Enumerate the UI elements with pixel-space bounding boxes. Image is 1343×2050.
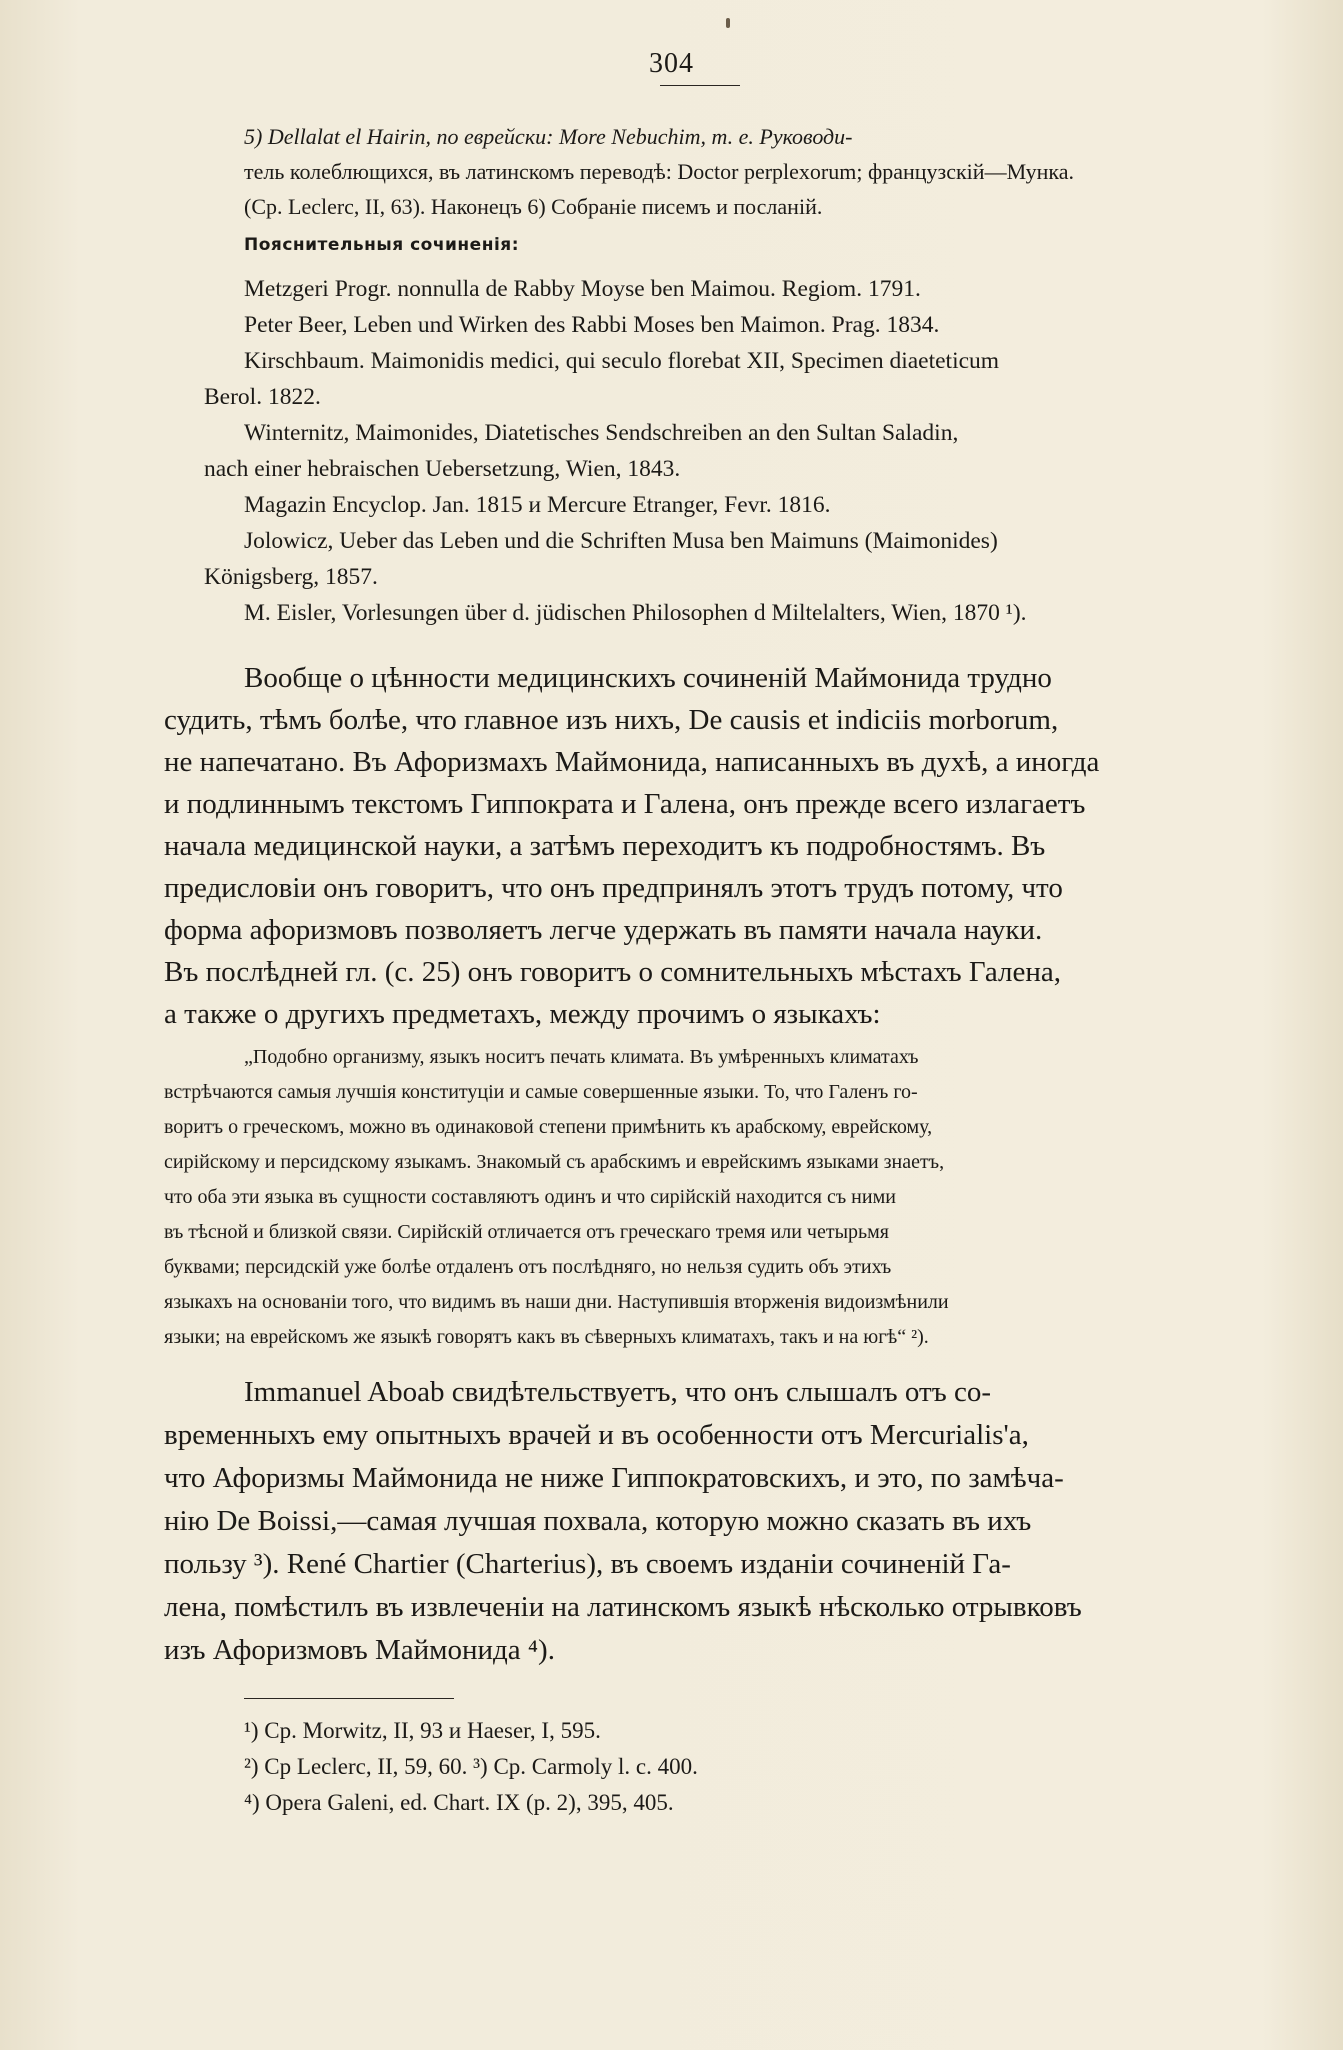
bibliography-entry: M. Eisler, Vorlesungen über d. jüdischen Philosophen d Miltelalters, Wien, 1870 ¹). xyxy=(244,600,1027,626)
quote-line: встрѣчаются самыя лучшія конституціи и самые совершенные языки. То, что Галенъ го- xyxy=(164,1081,918,1103)
quote-line: сирійскому и персидскому языкамъ. Знакомый съ арабскимъ и еврейскимъ языками знаетъ, xyxy=(164,1151,945,1173)
bibliography-entry: Kirschbaum. Maimonidis medici, qui seculo florebat XII, Specimen diaeteticum xyxy=(244,348,1000,374)
paragraph-line: лена, помѣстилъ въ извлеченіи на латинскомъ языкѣ нѣсколько отрывковъ xyxy=(164,1591,1082,1623)
footnote: ²) Ср Leclerc, II, 59, 60. ³) Ср. Carmoly l. c. 400. xyxy=(244,1754,698,1779)
quote-line: что оба эти языка въ сущности составляютъ одинъ и что сирійскій находится съ ними xyxy=(164,1186,896,1208)
quote-line: буквами; персидскій уже болѣе отдаленъ отъ послѣдняго, но нельзя судить объ этихъ xyxy=(164,1256,892,1278)
paragraph-line: начала медицинской науки, а затѣмъ переходитъ къ подробностямъ. Въ xyxy=(164,830,1046,862)
quote-line: языки; на еврейскомъ же языкѣ говорятъ какъ въ сѣверныхъ климатахъ, такъ и на югѣ“ ²). xyxy=(164,1326,929,1348)
item5-line: (Ср. Leclerc, II, 63). Наконецъ 6) Собраніе писемъ и посланій. xyxy=(244,194,823,219)
quote-line: „Подобно организму, языкъ носитъ печать климата. Въ умѣренныхъ климатахъ xyxy=(244,1046,919,1068)
footnote-separator xyxy=(244,1698,454,1699)
bibliography-entry-cont: nach einer hebraischen Uebersetzung, Wien, 1843. xyxy=(204,456,681,482)
paragraph-line: нію De Boissi,—самая лучшая похвала, которую можно сказать въ ихъ xyxy=(164,1505,1032,1537)
quote-line: языкахъ на основаніи того, что видимъ въ наши дни. Наступившія вторженія видоизмѣнили xyxy=(164,1291,949,1313)
paragraph-line: изъ Афоризмовъ Маймонида ⁴). xyxy=(164,1634,555,1666)
section-heading: Пояснительныя сочиненія: xyxy=(244,235,519,255)
bibliography-entry-cont: Königsberg, 1857. xyxy=(204,564,378,590)
footnote: ¹) Ср. Morwitz, II, 93 и Haeser, I, 595. xyxy=(244,1718,601,1743)
paragraph-line: что Афоризмы Маймонида не ниже Гиппократовскихъ, и это, по замѣча- xyxy=(164,1462,1064,1494)
paragraph-line: не напечатано. Въ Афоризмахъ Маймонида, написанныхъ въ духѣ, а иногда xyxy=(164,746,1100,778)
paragraph-line: предисловіи онъ говоритъ, что онъ предпринялъ этотъ трудъ потому, что xyxy=(164,872,1063,904)
quote-line: въ тѣсной и близкой связи. Сирійскій отличается отъ греческаго тремя или четырьмя xyxy=(164,1221,889,1243)
page-number: 304 xyxy=(649,48,694,79)
footnote: ⁴) Opera Galeni, ed. Chart. IX (p. 2), 395, 405. xyxy=(244,1790,674,1815)
bibliography-entry: Magazin Encyclop. Jan. 1815 и Mercure Etranger, Fevr. 1816. xyxy=(244,492,831,518)
paragraph-line: Вообще о цѣнности медицинскихъ сочиненій Маймонида трудно xyxy=(244,662,1052,694)
bibliography-entry: Winternitz, Maimonides, Diatetisches Sendschreiben an den Sultan Saladin, xyxy=(244,420,959,446)
page-number-rule xyxy=(660,85,740,86)
ink-mark xyxy=(726,18,730,28)
quote-line: воритъ о греческомъ, можно въ одинаковой степени примѣнить къ арабскому, еврейскому, xyxy=(164,1116,933,1138)
paragraph-line: судить, тѣмъ болѣе, что главное изъ нихъ, De causis et indiciis morborum, xyxy=(164,704,1059,736)
paragraph-line: а также о другихъ предметахъ, между прочимъ о языкахъ: xyxy=(164,998,881,1030)
bibliography-entry: Jolowicz, Ueber das Leben und die Schriften Musa ben Maimuns (Maimonides) xyxy=(244,528,998,554)
paragraph-line: и подлиннымъ текстомъ Гиппократа и Галена, онъ прежде всего излагаетъ xyxy=(164,788,1086,820)
item5-line: 5) Dellalat el Hairin, по еврейски: More Nebuchim, т. е. Руководи- xyxy=(244,124,853,149)
bibliography-entry: Metzgeri Progr. nonnulla de Rabby Moyse ben Maimou. Regiom. 1791. xyxy=(244,276,921,302)
item5-line: тель колеблющихся, въ латинскомъ переводѣ: Doctor perplexorum; французскій—Мунка. xyxy=(244,159,1074,184)
paragraph-line: Въ послѣдней гл. (с. 25) онъ говоритъ о сомнительныхъ мѣстахъ Галена, xyxy=(164,956,1062,988)
paragraph-line: Immanuel Aboab свидѣтельствуетъ, что онъ слышалъ отъ со- xyxy=(244,1376,991,1408)
paragraph-line: форма афоризмовъ позволяетъ легче удержать въ памяти начала науки. xyxy=(164,914,1043,946)
bibliography-entry: Peter Beer, Leben und Wirken des Rabbi Moses ben Maimon. Prag. 1834. xyxy=(244,312,940,338)
paragraph-line: пользу ³). René Chartier (Charterius), въ своемъ изданіи сочиненій Га- xyxy=(164,1548,1011,1580)
bibliography-entry-cont: Berol. 1822. xyxy=(204,384,321,410)
paragraph-line: временныхъ ему опытныхъ врачей и въ особенности отъ Mercurialis'a, xyxy=(164,1419,1029,1451)
